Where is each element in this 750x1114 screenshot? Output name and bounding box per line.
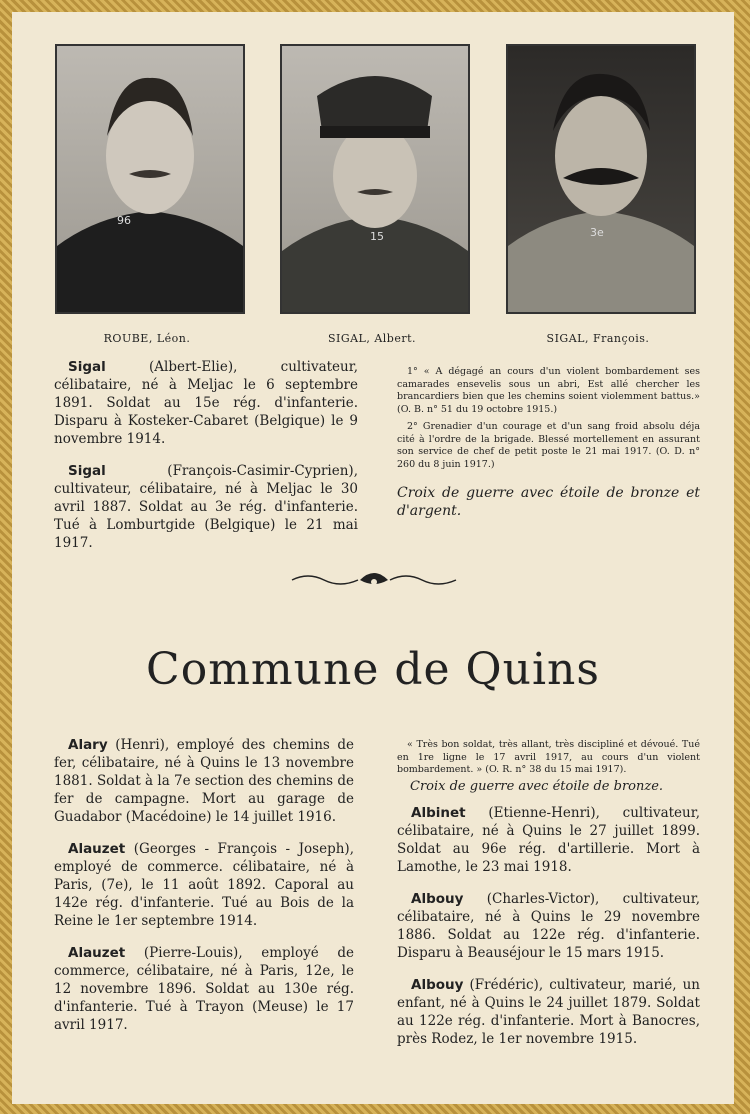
croix-de-guerre: Croix de guerre avec étoile de bronze et d'argent. bbox=[397, 485, 700, 519]
entry: Sigal (Albert-Elie), cultivateur, célibataire, né à Meljac le 6 septembre 1891. Soldat au 15e rég. d'infanterie. Disparu à Kosteker-Cabaret (Belgique) le 9 novembre 1914. bbox=[54, 359, 358, 447]
entry: Alauzet (Georges - François - Joseph), employé de commerce. célibataire, né à Paris, (7e), le 11 août 1892. Caporal au 142e rég. d'infanterie. Tué au Bois de la Reine le 1er septembre 1914. bbox=[54, 841, 354, 929]
entry: Alary (Henri), employé des chemins de fer, célibataire, né à Quins le 13 novembre 1881. Soldat à la 7e section des chemins de fer de campagne. Mort au garage de Guadabor (Macédoine) le 14 juillet 1916. bbox=[54, 737, 355, 825]
collar-number: 15 bbox=[370, 230, 384, 243]
portrait-roube-leon bbox=[55, 44, 245, 314]
citation: 2° Grenadier d'un courage et d'un sang froid absolu déja cité à l'ordre de la brigade. Blessé mortellement en assurant son service de chef de petit poste le 21 mai 1917. (O. D. n° 260 du 8 juin 1917.) bbox=[397, 421, 700, 470]
citation: 1° « A dégagé an cours d'un violent bombardement ses camarades ensevelis sous un abri, Est allé chercher les brancardiers bien que les chemins soient violemment battus.» (O. B. n° 51 du 19 octobre 1915.) bbox=[397, 366, 700, 415]
bottom-right-citation: « Très bon soldat, très allant, très discipliné et dévoué. Tué en 1re ligne le 17 avril 1917, au cours d'un violent bombardement. » (O. R. n° 38 du 15 mai 1917). bbox=[397, 739, 700, 775]
croix-de-guerre: Croix de guerre avec étoile de bronze. bbox=[410, 779, 664, 794]
collar-number: 3e bbox=[590, 226, 604, 239]
entry: Alauzet (Pierre-Louis), employé de commerce, célibataire, né à Paris, 12e, le 12 novembre 1896. Soldat au 130e rég. d'infanterie. Tué à Trayon (Meuse) le 17 avril 1917. bbox=[54, 945, 354, 1033]
entry: Albinet (Etienne-Henri), cultivateur, célibataire, né à Quins le 27 juillet 1899. Soldat au 96e rég. d'artillerie. Mort à Lamothe, le 23 mai 1918. bbox=[397, 805, 700, 875]
page bbox=[12, 12, 734, 1104]
portrait-sigal-francois bbox=[506, 44, 696, 314]
portrait-sigal-albert bbox=[280, 44, 470, 314]
ornament-divider bbox=[288, 568, 460, 592]
top-right-citations bbox=[397, 366, 700, 476]
entry: Sigal (François-Casimir-Cyprien), cultivateur, célibataire, né à Meljac le 30 avril 1887. Soldat au 3e rég. d'infanterie. Tué à Lomburtgide (Belgique) le 21 mai 1917. bbox=[54, 463, 358, 551]
collar-number: 96 bbox=[117, 214, 131, 227]
section-title: Commune de Quins bbox=[146, 644, 600, 695]
bottom-left-column bbox=[54, 736, 354, 1048]
top-left-column bbox=[54, 358, 358, 566]
portrait-caption: ROUBE, Léon. bbox=[103, 332, 191, 345]
entry: Albouy (Frédéric), cultivateur, marié, un enfant, né à Quins le 24 juillet 1879. Soldat au 122e rég. d'infanterie. Mort à Banocres, près Rodez, le 1er novembre 1915. bbox=[397, 977, 700, 1047]
portrait-caption: SIGAL, Albert. bbox=[327, 332, 417, 345]
entry: Albouy (Charles-Victor), cultivateur, célibataire, né à Quins le 29 novembre 1886. Soldat au 122e rég. d'infanterie. Disparu à Beauséjour le 15 mars 1915. bbox=[397, 891, 701, 961]
portrait-caption: SIGAL, François. bbox=[546, 332, 650, 345]
bottom-right-column bbox=[397, 804, 700, 1062]
